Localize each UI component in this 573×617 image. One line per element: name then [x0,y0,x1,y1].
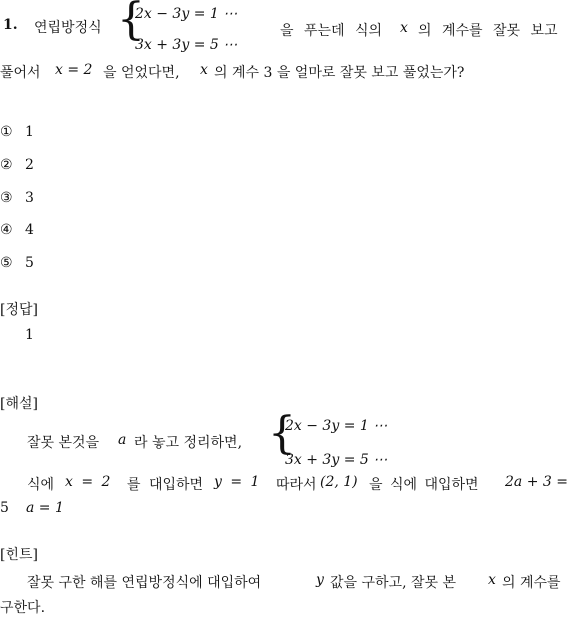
answer-heading: [정답] [0,302,38,318]
question-line2-var: x [200,62,208,78]
explanation-eq-a: 2a + 3 = [505,474,568,490]
choice-marker: ④ [0,222,13,238]
hint-line2: 구한다. [0,600,46,616]
question-line2-c: 의 계수 3 을 얼마로 잘못 보고 풀었는가? [214,65,465,81]
explanation-line3-a: 5 [0,500,9,516]
choice-marker: ② [0,157,13,173]
hint-var-x: x [488,572,496,588]
hint-heading: [힌트] [0,547,38,563]
question-var-x: x [400,20,408,36]
explanation-result: a = 1 [26,500,64,516]
choice-value: 3 [25,190,34,206]
choice-marker: ③ [0,190,13,206]
choice-item[interactable] [0,157,34,173]
explanation-eq-x: x = 2 [65,474,111,490]
hint-line1-b: 값을 구하고, 잘못 본 [330,575,456,591]
explanation-point: (2, 1) [320,474,358,490]
choice-item[interactable] [0,255,34,271]
system-equation-1: 2x − 3y = 1 ⋯ [135,6,238,22]
explanation-line2-a: 식에 [27,477,55,493]
choice-item[interactable] [0,124,34,140]
explanation-line1-b: 라 놓고 정리하면, [134,435,243,451]
system-equation-2: 3x + 3y = 5 ⋯ [135,37,238,53]
explanation-line1-a: 잘못 본것을 [27,435,100,451]
explanation-line2-b: 를 대입하면 [127,477,204,493]
choice-item[interactable] [0,222,34,238]
choice-value: 4 [25,222,34,238]
question-line2-a: 풀어서 [0,65,41,81]
hint-line1-c: 의 계수를 [502,575,561,591]
answer-value: 1 [25,327,34,343]
choice-marker: ⑤ [0,255,13,271]
hint-line1-a: 잘못 구한 해를 연립방정식에 대입하여 [27,575,262,591]
system-equation-1: 2x − 3y = 1 ⋯ [285,418,388,434]
left-brace-icon: { [268,408,296,459]
choice-item[interactable] [0,190,34,206]
question-text-b: 의 계수를 잘못 보고 [418,23,558,39]
explanation-heading: [해설] [0,396,38,412]
choice-marker: ① [0,124,13,140]
system-equation-2: 3x + 3y = 5 ⋯ [285,452,388,468]
explanation-line2-d: 을 식에 대입하면 [369,477,479,493]
question-line2-b: 을 얻었다면, [103,65,180,81]
choice-value: 1 [25,124,34,140]
question-text-a: 을 푸는데 식의 [280,23,383,39]
choice-value: 5 [25,255,34,271]
hint-var-y: y [316,572,324,588]
question-number: 1. [3,17,18,33]
left-brace-icon: { [117,0,145,45]
explanation-eq-y: y = 1 [214,474,260,490]
choice-value: 2 [25,157,34,173]
explanation-var-a: a [118,432,127,448]
question-line2-eq: x = 2 [55,62,93,78]
explanation-line2-c: 따라서 [276,477,317,493]
question-lead: 연립방정식 [34,20,102,36]
